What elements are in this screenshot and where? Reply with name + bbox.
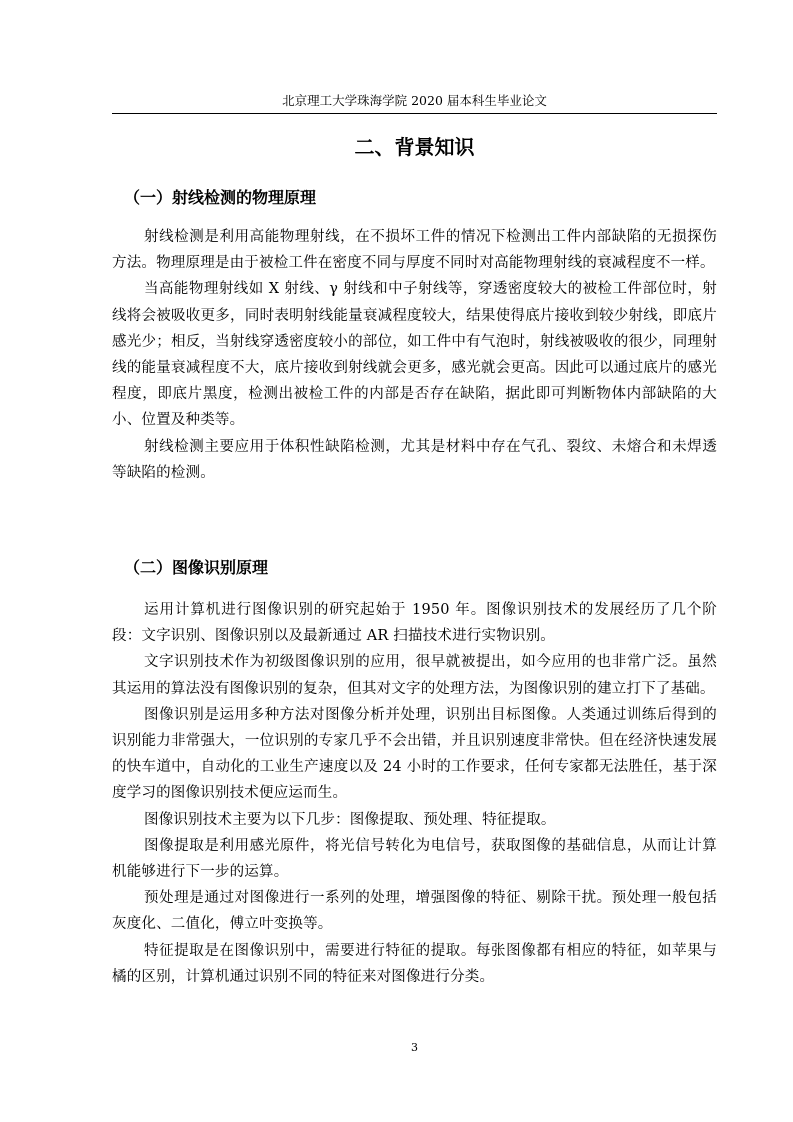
paragraph: 文字识别技术作为初级图像识别的应用，很早就被提出，如今应用的也非常广泛。虽然其运用的算法没有图像识别的复杂，但其对文字的处理方法，为图像识别的建立打下了基础。 xyxy=(112,654,717,697)
running-header: 北京理工大学珠海学院 2020 届本科生毕业论文 xyxy=(282,93,547,108)
chapter-title: 二、背景知识 xyxy=(354,135,475,159)
section-body-radiographic-physics xyxy=(112,224,717,486)
section-title-radiographic-physics: （一）射线检测的物理原理 xyxy=(124,188,317,207)
paragraph: 当高能物理射线如 X 射线、γ 射线和中子射线等，穿透密度较大的被检工件部位时，射线将会被吸收更多，同时表明射线能量衰减程度较大，结果使得底片接收到较少射线，即底片感光少；相反，当射线穿透密度较小的部位，如工件中有气泡时，射线被吸收的很少，同理射线的能量衰减程度不大，底片接收到射线就会更多，感光就会更高。因此可以通过底片的感光程度，即底片黑度，检测出被检工件的内部是否存在缺陷，据此即可判断物体内部缺陷的大小、位置及种类等。 xyxy=(112,281,717,429)
paragraph: 射线检测主要应用于体积性缺陷检测，尤其是材料中存在气孔、裂纹、未熔合和未焊透等缺陷的检测。 xyxy=(112,438,717,481)
section-title-image-recognition: （二）图像识别原理 xyxy=(124,558,269,577)
paragraph: 运用计算机进行图像识别的研究起始于 1950 年。图像识别技术的发展经历了几个阶段：文字识别、图像识别以及最新通过 AR 扫描技术进行实物识别。 xyxy=(112,602,717,645)
paragraph: 预处理是通过对图像进行一系列的处理，增强图像的特征、剔除干扰。预处理一般包括灰度化、二值化，傅立叶变换等。 xyxy=(112,890,717,933)
paragraph: 图像提取是利用感光原件，将光信号转化为电信号，获取图像的基础信息，从而让计算机能够进行下一步的运算。 xyxy=(112,837,717,881)
paragraph: 图像识别是运用多种方法对图像分析并处理，识别出目标图像。人类通过训练后得到的识别能力非常强大，一位识别的专家几乎不会出错，并且识别速度非常快。但在经济快速发展的快车道中，自动化的工业生产速度以及 24 小时的工作要求，任何专家都无法胜任，基于深度学习的图像识别技术便应运而生。 xyxy=(112,706,717,802)
paragraph: 图像识别技术主要为以下几步：图像提取、预处理、特征提取。 xyxy=(144,811,556,828)
page-number: 3 xyxy=(411,1041,418,1054)
paragraph: 射线检测是利用高能物理射线，在不损坏工件的情况下检测出工件内部缺陷的无损探伤方法。物理原理是由于被检工件在密度不同与厚度不同时对高能物理射线的衰减程度不一样。 xyxy=(112,229,717,272)
paragraph: 特征提取是在图像识别中，需要进行特征的提取。每张图像都有相应的特征，如苹果与橘的区别，计算机通过识别不同的特征来对图像进行分类。 xyxy=(112,942,717,985)
header-rule xyxy=(112,113,717,114)
section-body-image-recognition xyxy=(112,597,717,990)
